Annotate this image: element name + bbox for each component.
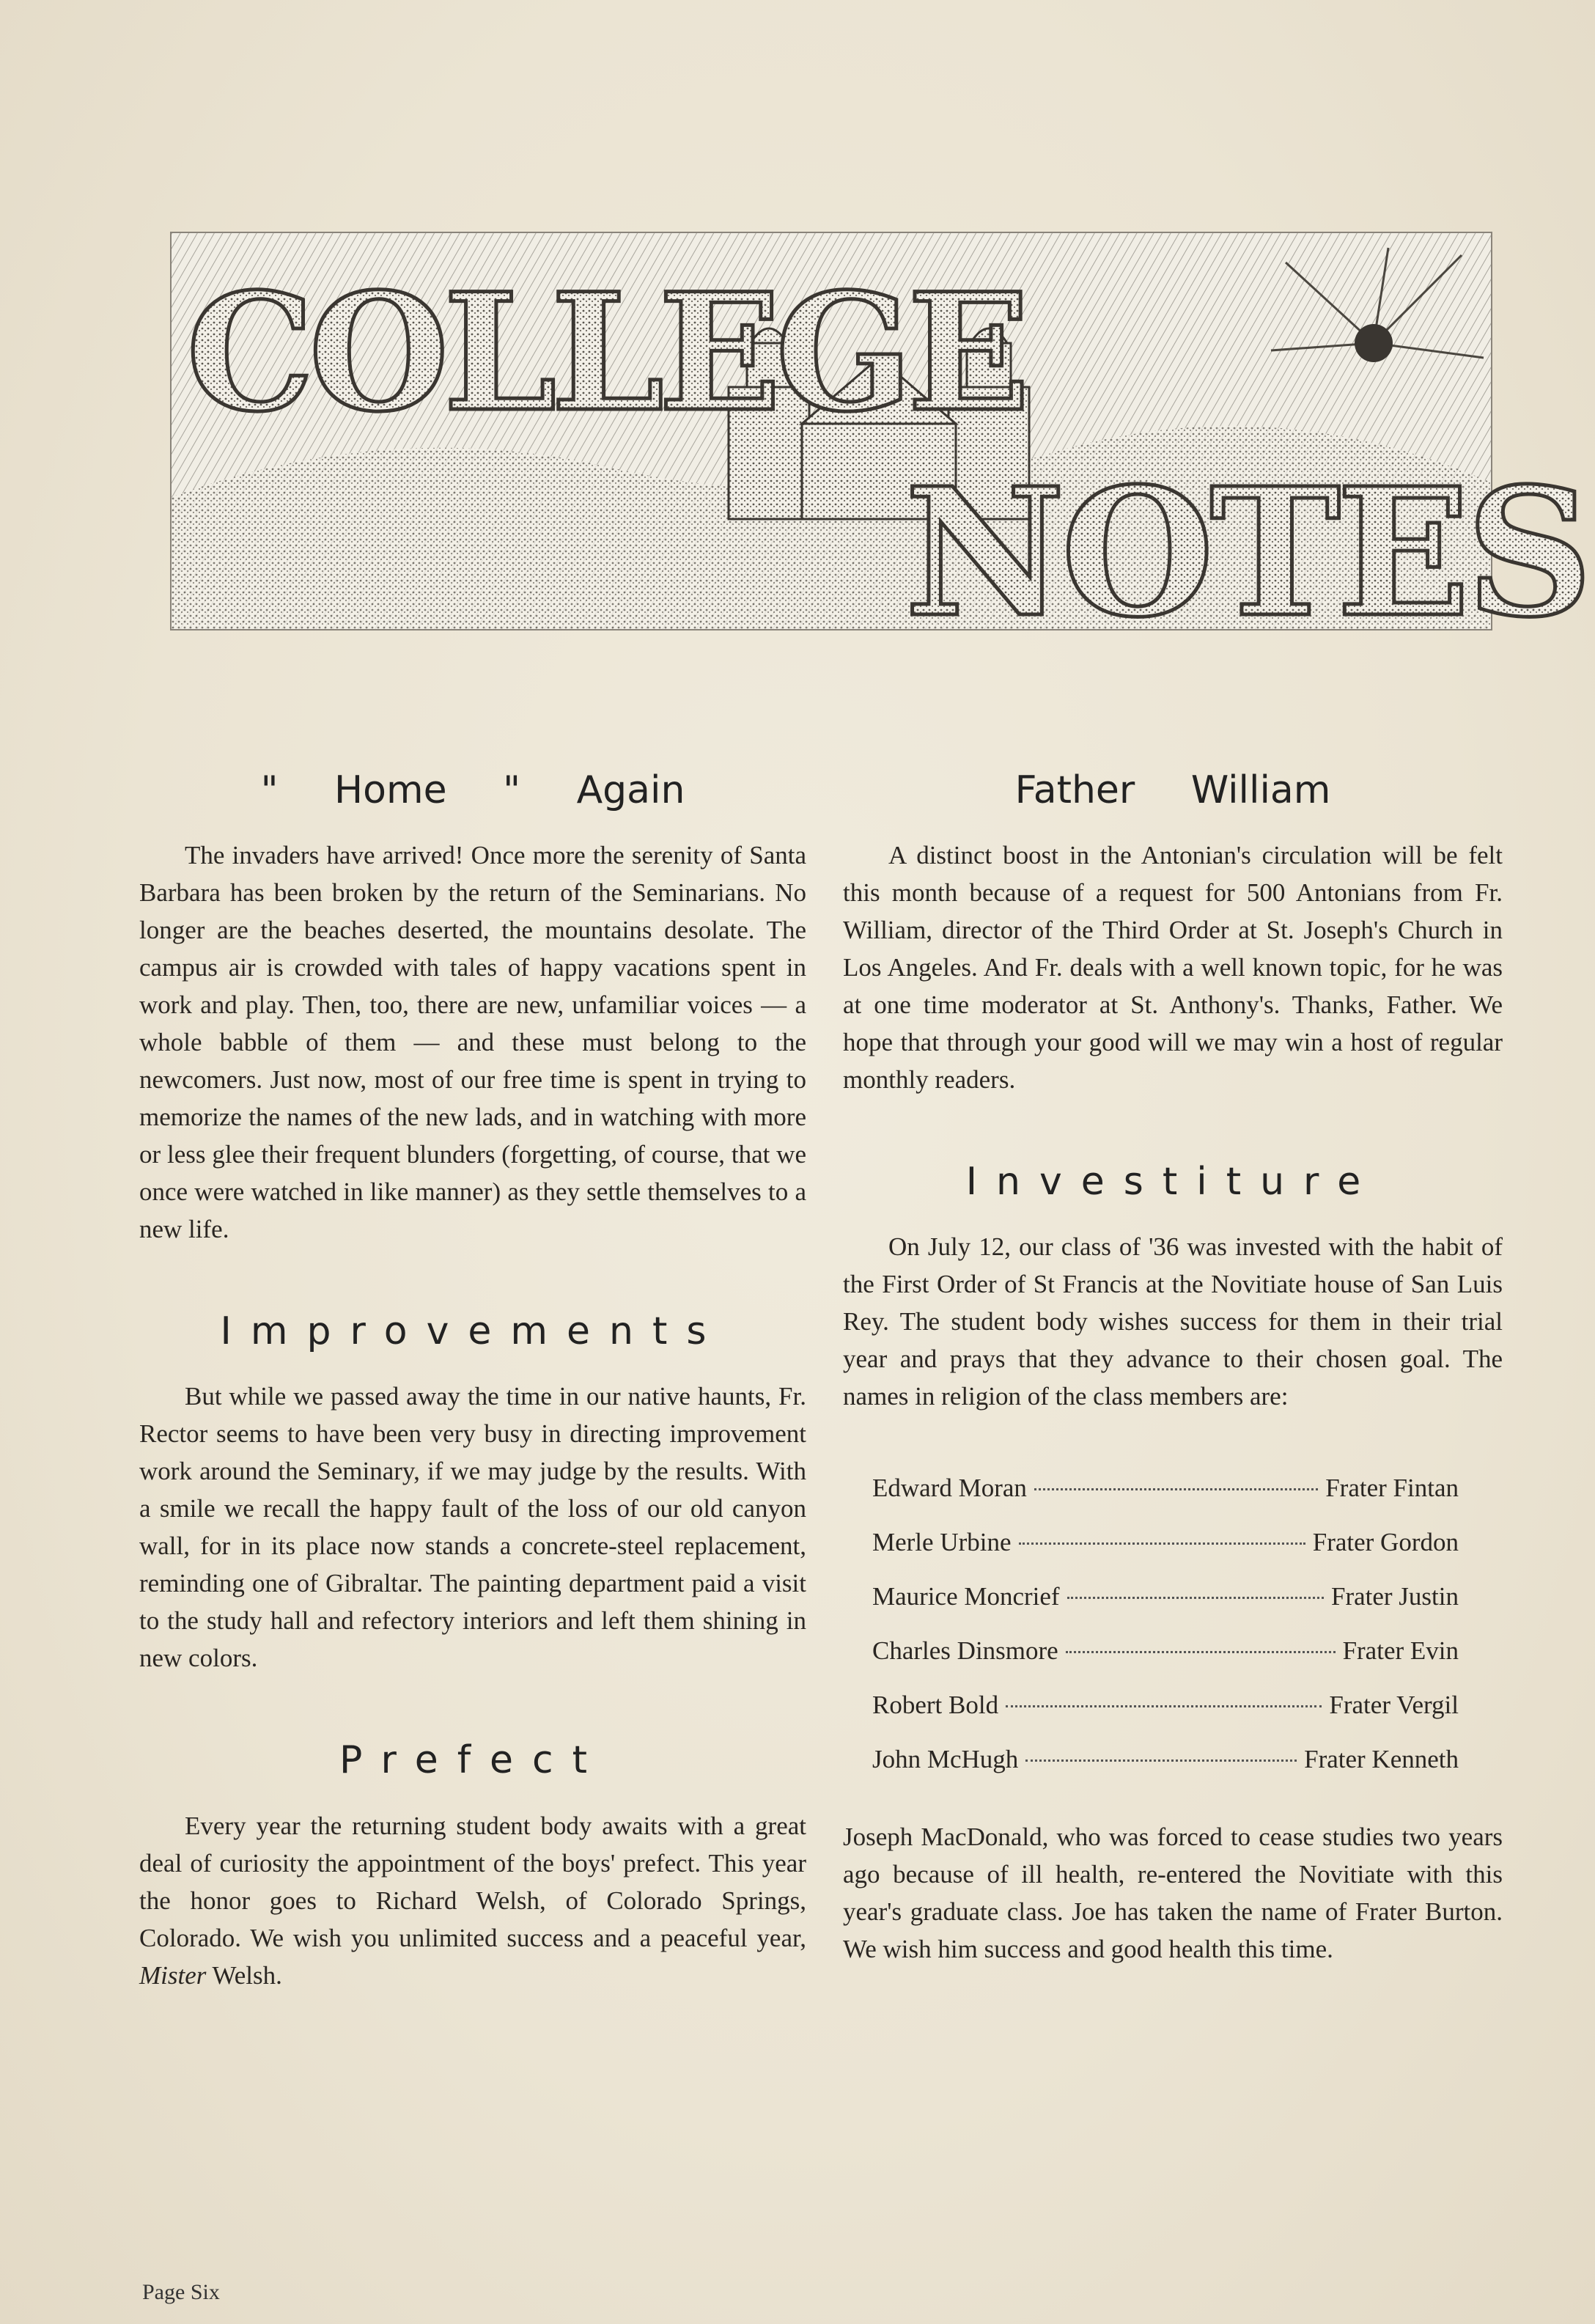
roster-name: Merle Urbine [872, 1528, 1012, 1557]
leader-dots [1066, 1651, 1336, 1653]
roster-row [872, 1691, 1459, 1720]
roster-row [872, 1474, 1459, 1503]
roster-name: Charles Dinsmore [872, 1636, 1058, 1666]
roster-name: John McHugh [872, 1745, 1019, 1774]
section-father-william [843, 770, 1503, 1098]
section-home-again [139, 770, 806, 1248]
leader-dots [1067, 1597, 1324, 1599]
body-investiture: On July 12, our class of '36 was invested with the habit of the First Order of St Francis at the Novitiate house of San Luis Rey. The student body wishes success for them in their trial year and prays that they advance to their chosen goal. The names in religion of the class members are: [843, 1232, 1503, 1411]
banner-title-college: COLLEGE [186, 257, 1025, 447]
roster-religious-name: Frater Vergil [1329, 1691, 1459, 1720]
roster-row [872, 1528, 1459, 1557]
college-notes-banner [170, 232, 1589, 656]
roster-row [872, 1582, 1459, 1611]
body-father-william: A distinct boost in the Antonian's circulation will be felt this month because of a request for 500 Antonians from Fr. William, director of the Third Order at St. Joseph's Church in Los Angeles. And Fr. deals with a well known topic, for he was at one time moderator at St. Anthony's. Thanks, Father. We hope that through your good will we may win a host of regular monthly readers. [843, 841, 1503, 1095]
section-investiture [843, 1161, 1503, 1968]
page-number: Page Six [142, 2280, 220, 2304]
heading-home-again: " Home " Again [260, 768, 685, 812]
investiture-note [843, 1818, 1503, 1968]
roster-religious-name: Frater Evin [1342, 1636, 1459, 1666]
prefect-text-before: Every year the returning student body awaits with a great deal of curiosity the appointment of the boys' prefect. This year the honor goes to Richard Welsh, of Colorado Springs, Colorado. We wish you unlimited success and a peaceful year, [139, 1811, 806, 1952]
roster-name: Robert Bold [872, 1691, 999, 1720]
heading-improvements: Improvements [220, 1309, 726, 1354]
heading-father-william: Father William [1014, 768, 1331, 812]
roster-row [872, 1636, 1459, 1666]
left-column [139, 770, 806, 1994]
prefect-text-after: Welsh. [206, 1960, 282, 1990]
mission-illustration-icon [172, 233, 1589, 656]
section-improvements [139, 1311, 806, 1677]
roster-name: Maurice Moncrief [872, 1582, 1060, 1611]
section-prefect [139, 1740, 806, 1993]
leader-dots [1006, 1705, 1322, 1707]
leader-dots [1034, 1488, 1318, 1490]
body-prefect [139, 1807, 806, 1994]
roster-name: Edward Moran [872, 1474, 1027, 1503]
banner-title-notes: NOTES [905, 449, 1589, 656]
prefect-text-emphasis: Mister [139, 1960, 207, 1990]
roster-religious-name: Frater Justin [1330, 1582, 1459, 1611]
roster-religious-name: Frater Gordon [1312, 1528, 1459, 1557]
roster-religious-name: Frater Kenneth [1304, 1745, 1459, 1774]
roster-row [872, 1745, 1459, 1774]
heading-investiture: Investiture [965, 1160, 1380, 1205]
roster-religious-name: Frater Fintan [1325, 1474, 1459, 1503]
right-column [843, 770, 1503, 1968]
leader-dots [1025, 1759, 1297, 1762]
body-investiture-note: Joseph MacDonald, who was forced to cease studies two years ago because of ill health, re-entered the Novitiate with this year's graduate class. Joe has taken the name of Frater Burton. We wish him success and good health this time. [843, 1823, 1503, 1964]
investiture-roster [843, 1474, 1503, 1774]
heading-prefect: Prefect [339, 1738, 606, 1783]
leader-dots [1019, 1542, 1305, 1545]
body-home-again: The invaders have arrived! Once more the serenity of Santa Barbara has been broken by the return of the Seminarians. No longer are the beaches deserted, the mountains desolate. The campus air is crowded with tales of happy vacations spent in work and play. Then, too, there are new, unfamiliar voices — a whole babble of them — and these must belong to the newcomers. Just now, most of our free time is spent in trying to memorize the names of the new lads, and in watching with more or less glee their frequent blunders (forgetting, of course, that we once were watched in like manner) as they settle themselves to a new life. [139, 841, 806, 1244]
body-improvements: But while we passed away the time in our native haunts, Fr. Rector seems to have been very busy in directing improvement work around the Seminary, if we may judge by the results. With a smile we recall the happy fault of the loss of our old canyon wall, for in its place now stands a concrete-steel replacement, reminding one of Gibraltar. The painting department paid a visit to the study hall and refectory interiors and left them shining in new colors. [139, 1382, 806, 1673]
